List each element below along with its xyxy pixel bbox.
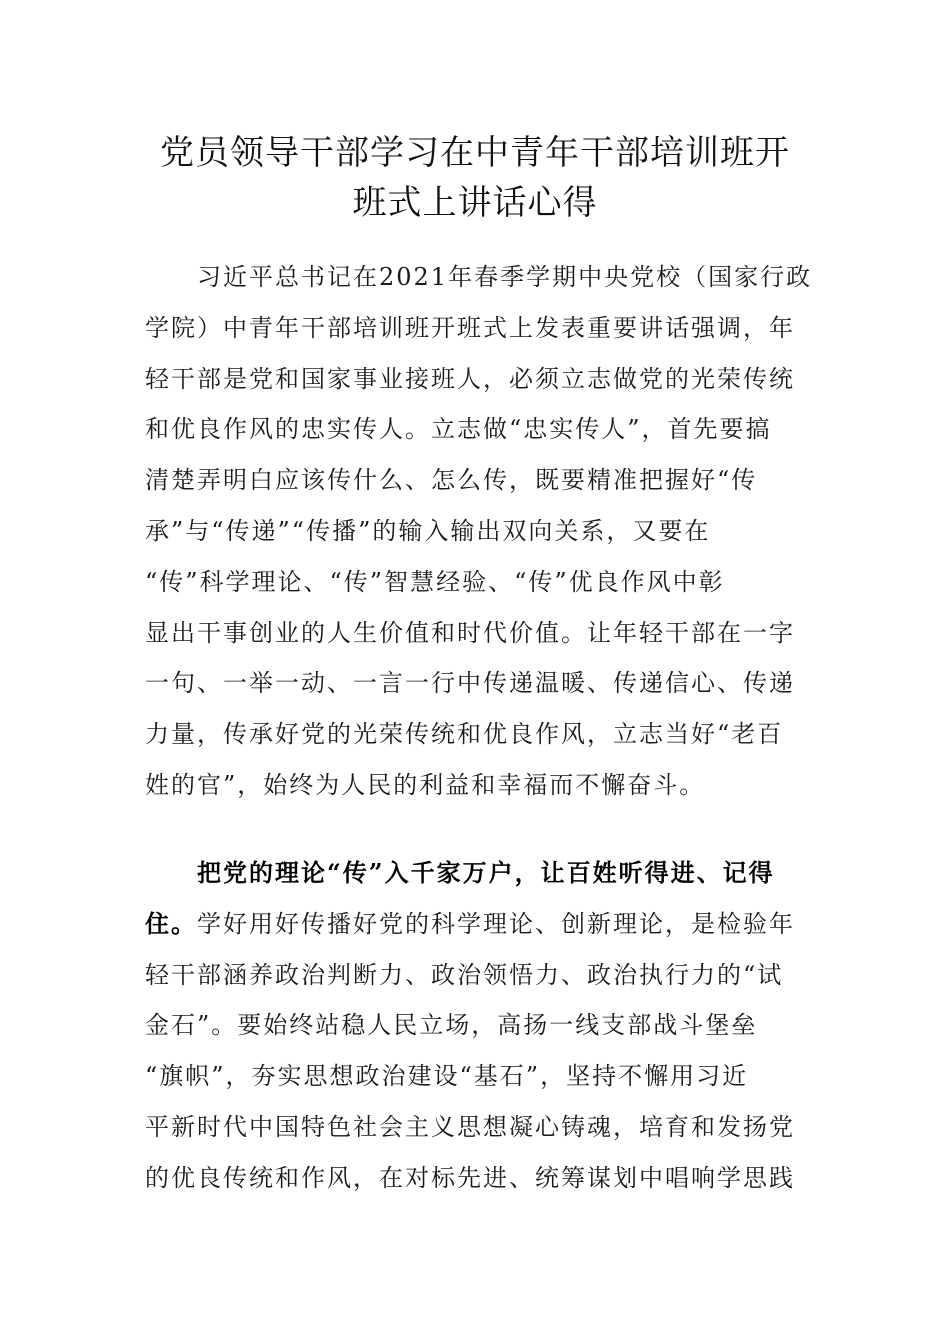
document-title: [140, 128, 810, 228]
paragraph-lead-heading: 把党的理论“传”入千家万户，让百姓听得进、记得: [145, 858, 775, 887]
text-line: 习近平总书记在2021年春季学期中央党校（国家行政: [145, 263, 813, 291]
text-line: 清楚弄明白应该传什么、怎么传，既要精准把握好“传: [145, 466, 758, 495]
text-line: 显出干事创业的人生价值和时代价值。让年轻干部在一字: [145, 618, 795, 647]
title-line: 班式上讲话心得: [352, 183, 598, 223]
text-line: 姓的官”，始终为人民的利益和幸福而不懈奋斗。: [145, 770, 706, 799]
text-line: 的优良传统和作风，在对标先进、统筹谋划中唱响学思践: [145, 1163, 795, 1192]
text-line: 轻干部涵养政治判断力、政治领悟力、政治执行力的“试: [145, 960, 784, 989]
text-line: “传”科学理论、“传”智慧经验、“传”优良作风中彰: [145, 567, 725, 596]
text-line: 轻干部是党和国家事业接班人，必须立志做党的光荣传统: [145, 364, 795, 393]
text-line-rest: 学好用好传播好党的科学理论、创新理论，是检验年: [197, 909, 795, 938]
paragraph-2: [145, 848, 800, 1204]
text-line: 学院）中青年干部培训班开班式上发表重要讲话强调，年: [145, 313, 795, 342]
text-line: 力量，传承好党的光荣传统和优良作风，立志当好“老百: [145, 720, 784, 749]
paragraph-1: [145, 252, 813, 811]
text-line: 平新时代中国特色社会主义思想凝心铸魂，培育和发扬党: [145, 1112, 795, 1141]
text-line: 一句、一举一动、一言一行中传递温暖、传递信心、传递: [145, 669, 795, 698]
text-line: 金石”。要始终站稳人民立场，高扬一线支部战斗堡垒: [145, 1011, 758, 1040]
text-line: “旗帜”，夯实思想政治建设“基石”，坚持不懈用习近: [145, 1062, 749, 1091]
paragraph-lead-tail: 住。: [145, 908, 197, 938]
text-line: 承”与“传递”“传播”的输入输出双向关系，又要在: [145, 516, 711, 545]
text-line: [145, 899, 800, 950]
text-line: 和优良作风的忠实传人。立志做“忠实传人”，首先要搞: [145, 415, 772, 444]
title-line: 党员领导干部学习在中青年干部培训班开: [160, 133, 790, 173]
